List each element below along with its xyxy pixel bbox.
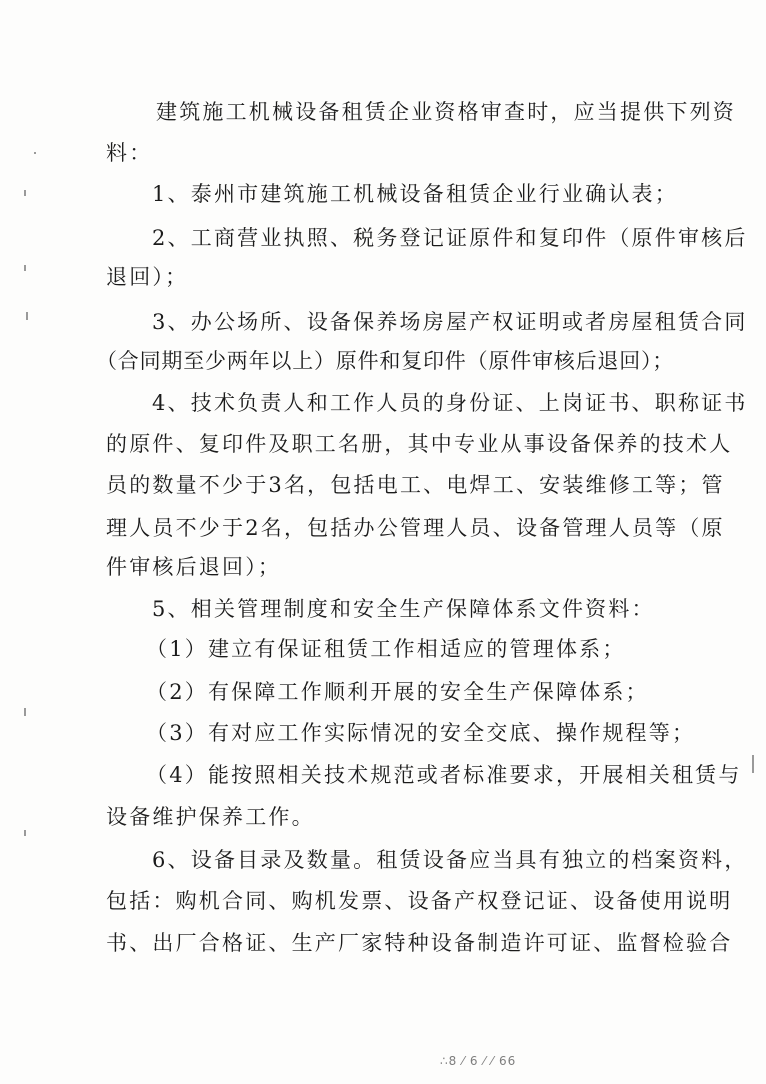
text-line-5: 退回）； bbox=[106, 265, 189, 289]
text-line-13: 5、相关管理制度和安全生产保障体系文件资料： bbox=[152, 597, 655, 621]
text-line-20: 包括：购机合同、购机发票、设备产权登记证、设备使用说明 bbox=[106, 889, 733, 913]
text-line-12: 件审核后退回）； bbox=[106, 555, 282, 579]
scan-watermark: ∴8 ⁄ 6 ⁄ ⁄ 66 bbox=[440, 1054, 517, 1068]
scan-speck bbox=[24, 708, 26, 716]
scan-speck bbox=[34, 152, 36, 154]
text-line-19: 6、设备目录及数量。租赁设备应当具有独立的档案资料， bbox=[152, 848, 748, 872]
text-line-16: （3）有对应工作实际情况的安全交底、操作规程等； bbox=[146, 721, 696, 745]
text-line-1: 建筑施工机械设备租赁企业资格审查时，应当提供下列资 bbox=[156, 100, 736, 124]
scan-speck bbox=[24, 265, 26, 271]
text-line-9: 的原件、复印件及职工名册，其中专业从事设备保养的技术人 bbox=[106, 432, 733, 456]
scan-speck bbox=[24, 830, 26, 836]
text-line-7: （合同期至少两年以上）原件和复印件（原件审核后退回）； bbox=[96, 349, 675, 373]
text-line-2: 料： bbox=[106, 141, 153, 165]
scan-speck bbox=[26, 312, 28, 320]
text-line-6: 3、办公场所、设备保养场房屋产权证明或者房屋租赁合同 bbox=[152, 310, 748, 334]
text-line-3: 1、泰州市建筑施工机械设备租赁企业行业确认表； bbox=[152, 182, 678, 206]
text-line-21: 书、出厂合格证、生产厂家特种设备制造许可证、监督检验合 bbox=[106, 931, 733, 955]
text-line-11: 理人员不少于2名，包括办公管理人员、设备管理人员等（原 bbox=[106, 516, 725, 540]
scan-speck bbox=[24, 190, 26, 196]
text-line-10: 员的数量不少于3名，包括电工、电焊工、安装维修工等；管 bbox=[106, 473, 725, 497]
text-line-17: （4）能按照相关技术规范或者标准要求，开展相关租赁与 bbox=[146, 763, 742, 787]
text-line-4: 2、工商营业执照、税务登记证原件和复印件（原件审核后 bbox=[152, 226, 748, 250]
text-line-14: （1）建立有保证租赁工作相适应的管理体系； bbox=[146, 637, 626, 661]
scan-speck bbox=[752, 755, 754, 773]
text-line-8: 4、技术负责人和工作人员的身份证、上岗证书、职称证书 bbox=[152, 391, 748, 415]
text-line-18: 设备维护保养工作。 bbox=[106, 805, 315, 829]
text-line-15: （2）有保障工作顺利开展的安全生产保障体系； bbox=[146, 680, 649, 704]
